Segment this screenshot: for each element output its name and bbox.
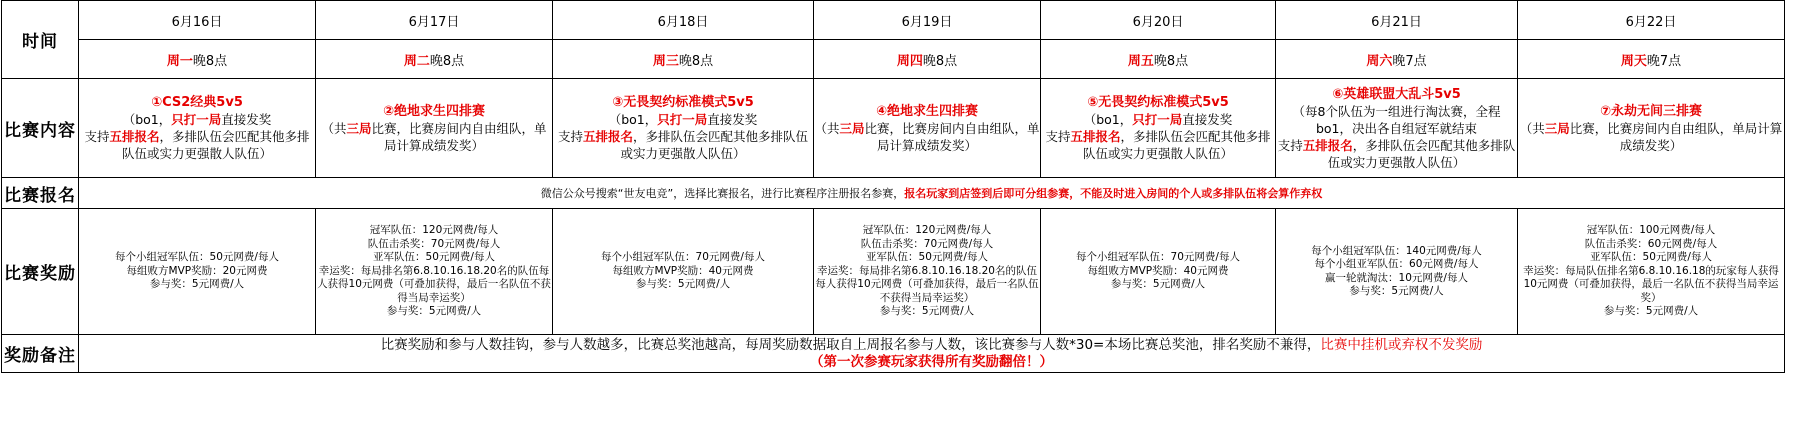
reward-cell: [316, 209, 553, 335]
content-cell: [316, 79, 553, 178]
date-cell: 6月21日: [1276, 1, 1518, 40]
description-text: ，多排队伍会匹配其他多排队伍或实力更强散人队伍）: [1082, 129, 1271, 161]
content-cell: [79, 79, 316, 178]
highlight-text: 三局: [346, 120, 372, 136]
reward-line: 幸运奖：每局排名第6.8.10.16.18.20名的队伍每人获得10元网费（可叠加获得，最后一名队伍不获得当局幸运奖）: [317, 264, 551, 304]
game-description: [1518, 120, 1784, 154]
date-cell: 6月20日: [1041, 1, 1276, 40]
reward-row: [2, 209, 1785, 335]
description-text: 直接发奖: [221, 112, 272, 127]
signup-row: [2, 178, 1785, 209]
reward-line: 参与奖：5元网费/人: [879, 305, 975, 318]
reward-cell: [79, 209, 316, 335]
description-text: 比赛，比赛房间内自由组队，单局计算成绩发奖）: [371, 120, 547, 153]
game-description: [1276, 103, 1517, 171]
reward-cell: [1518, 209, 1785, 335]
description-text: （bo1，: [1083, 112, 1133, 127]
game-title: ⑦永劫无间三排赛: [1599, 103, 1702, 119]
reward-line: 冠军队伍：120元网费/每人: [862, 224, 992, 237]
reward-line: 亚军队伍：50元网费/每人: [373, 251, 495, 264]
content-cell: [553, 79, 814, 178]
content-row: [2, 79, 1785, 178]
tournament-schedule-table: [1, 0, 1785, 373]
description-text: （bo1，: [122, 112, 172, 127]
highlight-text: 只打一局: [1132, 112, 1183, 127]
game-description: [79, 111, 315, 162]
reward-line: 队伍击杀奖：70元网费/每人: [367, 237, 501, 250]
reward-line: 幸运奖：每局队伍排名第6.8.10.16.18的玩家每人获得10元网费（可叠加获得，最后一名队伍不获得当局幸运奖）: [1523, 264, 1779, 304]
date-cell: 6月16日: [79, 1, 316, 40]
highlight-text: 五排报名: [582, 129, 633, 144]
weekday-cell: 周三晚8点: [553, 40, 814, 79]
notes-warning: 比赛中挂机或弃权不发奖励: [1320, 336, 1483, 353]
weekday-cell: 周五晚8点: [1041, 40, 1276, 79]
reward-line: 亚军队伍：50元网费/每人: [1590, 251, 1712, 264]
notes-text: 比赛奖励和参与人数挂钩，参与人数越多，比赛总奖池越高，每周奖励数据取自上周报名参与人数，该比赛参与人数*30=本场比赛总奖池，排名奖励不兼得，: [380, 336, 1321, 353]
game-title: ⑤无畏契约标准模式5v5: [1087, 95, 1229, 110]
reward-line: 队伍击杀奖：70元网费/每人: [860, 237, 994, 250]
signup-warning: 报名玩家到店签到后即可分组参赛，不能及时进入房间的个人或多排队伍将会算作弃权: [904, 187, 1323, 200]
highlight-text: 五排报名: [1302, 137, 1353, 153]
reward-line: 每个小组冠军队伍：50元网费/每人: [115, 251, 279, 264]
row-header-time: 时间: [2, 1, 79, 79]
row-header-signup: 比赛报名: [2, 178, 79, 209]
description-text: （共: [814, 120, 840, 136]
notes-bonus: （第一次参赛玩家获得所有奖励翻倍！）: [810, 353, 1053, 370]
description-text: 比赛，比赛房间内自由组队，单局计算成绩发奖）: [1569, 120, 1783, 153]
game-title: ②绝地求生四排赛: [382, 103, 485, 119]
description-text: 支持: [84, 129, 110, 144]
description-text: ，多排队伍会匹配其他多排队伍或实力更强散人队伍）: [1327, 137, 1516, 170]
weekday-cell: 周二晚8点: [316, 40, 553, 79]
description-text: （bo1，: [608, 112, 658, 127]
highlight-text: 只打一局: [657, 112, 708, 127]
signup-text: 微信公众号搜索“世友电竞”，选择比赛报名，进行比赛程序注册报名参赛，: [540, 187, 905, 200]
reward-line: 每个小组冠军队伍：70元网费/每人: [601, 251, 765, 264]
reward-cell: [814, 209, 1041, 335]
weekday-row: [2, 40, 1785, 79]
reward-line: 每个小组冠军队伍：70元网费/每人: [1076, 251, 1240, 264]
game-title: ③无畏契约标准模式5v5: [612, 95, 754, 110]
reward-line: 参与奖：5元网费/人: [1603, 305, 1699, 318]
description-text: ，多排队伍会匹配其他多排队伍或实力更强散人队伍）: [620, 129, 809, 161]
reward-line: 幸运奖：每局排名第6.8.10.16.18.20名的队伍每人获得10元网费（可叠加获得，最后一名队伍不获得当局幸运奖）: [815, 264, 1039, 304]
highlight-text: 三局: [1544, 120, 1570, 136]
row-header-notes: 奖励备注: [2, 335, 79, 373]
game-title: ④绝地求生四排赛: [875, 103, 978, 119]
row-header-reward: 比赛奖励: [2, 209, 79, 335]
description-text: （共: [1519, 120, 1545, 136]
reward-line: 每组败方MVP奖励：40元网费: [612, 264, 754, 277]
date-cell: 6月19日: [814, 1, 1041, 40]
reward-line: 每组败方MVP奖励：40元网费: [1087, 264, 1229, 277]
notes-cell: [79, 335, 1785, 373]
content-cell: [814, 79, 1041, 178]
reward-line: 参与奖：5元网费/人: [386, 305, 482, 318]
game-description: [1041, 111, 1275, 162]
row-header-content: 比赛内容: [2, 79, 79, 178]
description-text: 支持: [1045, 129, 1071, 144]
description-text: （每8个队伍为一组进行淘汰赛，全程bo1，决出各自组冠军就结束: [1292, 103, 1501, 136]
content-cell: [1518, 79, 1785, 178]
game-description: [553, 111, 813, 162]
date-cell: 6月18日: [553, 1, 814, 40]
game-description: [316, 120, 552, 154]
highlight-text: 三局: [839, 120, 865, 136]
highlight-text: 只打一局: [171, 112, 222, 127]
game-description: [814, 120, 1040, 154]
description-text: 支持: [1277, 137, 1303, 153]
description-text: 比赛，比赛房间内自由组队，单局计算成绩发奖）: [864, 120, 1040, 153]
content-cell: [1041, 79, 1276, 178]
date-cell: 6月22日: [1518, 1, 1785, 40]
reward-line: 每组败方MVP奖励：20元网费: [126, 264, 268, 277]
date-cell: 6月17日: [316, 1, 553, 40]
reward-line: 参与奖：5元网费/人: [1110, 278, 1206, 291]
game-title: ⑥英雄联盟大乱斗5v5: [1332, 86, 1461, 102]
reward-cell: [553, 209, 814, 335]
reward-line: 每个小组亚军队伍：60元网费/每人: [1314, 258, 1479, 270]
highlight-text: 五排报名: [109, 129, 160, 144]
weekday-cell: 周天晚7点: [1518, 40, 1785, 79]
date-row: [2, 1, 1785, 40]
description-text: ，多排队伍会匹配其他多排队伍或实力更强散人队伍）: [121, 129, 310, 161]
description-text: 直接发奖: [707, 112, 758, 127]
reward-cell: [1276, 209, 1518, 335]
weekday-cell: 周六晚7点: [1276, 40, 1518, 79]
reward-line: 参与奖：5元网费/人: [1349, 285, 1444, 297]
reward-line: 冠军队伍：100元网费/每人: [1586, 224, 1716, 237]
reward-line: 赢一轮就淘汰：10元网费/每人: [1325, 271, 1468, 284]
description-text: 支持: [557, 129, 583, 144]
signup-cell: [79, 178, 1785, 209]
weekday-cell: 周四晚8点: [814, 40, 1041, 79]
notes-row: [2, 335, 1785, 373]
reward-cell: [1041, 209, 1276, 335]
weekday-cell: 周一晚8点: [79, 40, 316, 79]
description-text: （共: [321, 120, 347, 136]
highlight-text: 五排报名: [1070, 129, 1121, 144]
reward-line: 每个小组冠军队伍：140元网费/每人: [1311, 244, 1482, 257]
reward-line: 亚军队伍：50元网费/每人: [866, 251, 988, 264]
reward-line: 参与奖：5元网费/人: [635, 278, 731, 291]
reward-line: 队伍击杀奖：60元网费/每人: [1584, 237, 1718, 250]
content-cell: [1276, 79, 1518, 178]
reward-line: 冠军队伍：120元网费/每人: [369, 224, 499, 237]
game-title: ①CS2经典5v5: [151, 95, 243, 110]
description-text: 直接发奖: [1182, 112, 1233, 127]
reward-line: 参与奖：5元网费/人: [149, 278, 245, 291]
